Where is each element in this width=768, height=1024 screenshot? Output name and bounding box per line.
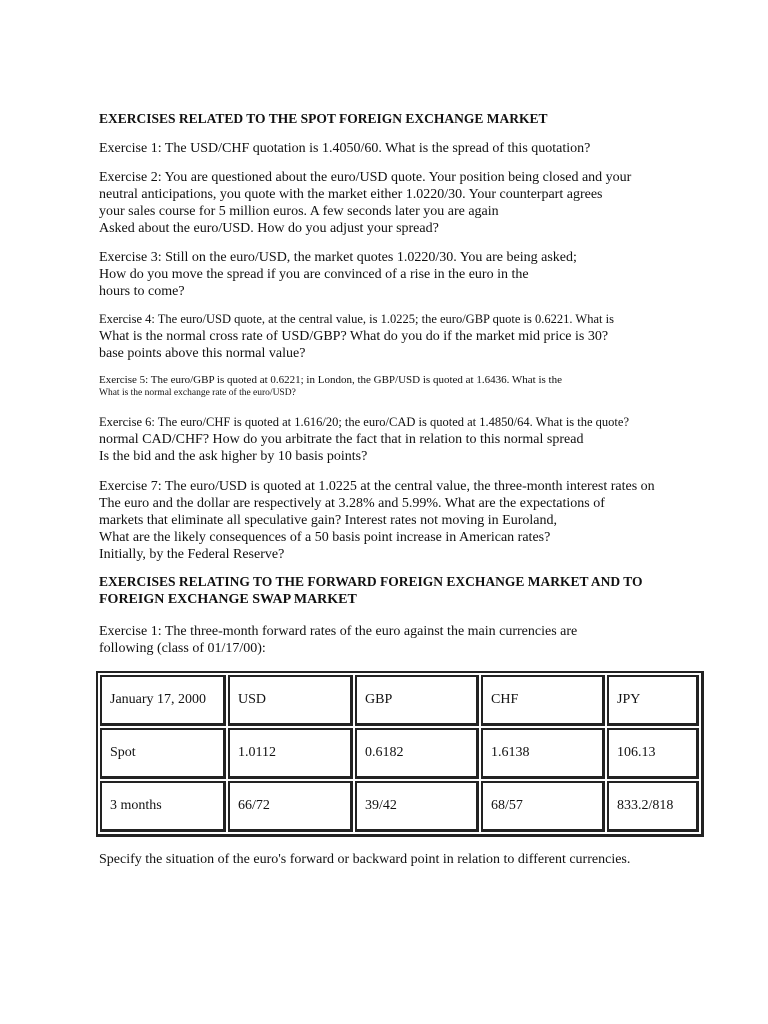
table-cell: JPY	[607, 675, 699, 726]
table-cell: CHF	[481, 675, 605, 726]
table-cell: January 17, 2000	[100, 675, 226, 726]
table-cell: GBP	[355, 675, 479, 726]
text-line: markets that eliminate all speculative gain? Interest rates not moving in Euroland,	[99, 513, 557, 528]
section-title-spot: EXERCISES RELATED TO THE SPOT FOREIGN EXCHANGE MARKET	[99, 111, 548, 126]
text-line: normal CAD/CHF? How do you arbitrate the fact that in relation to this normal spread	[99, 432, 584, 447]
table-cell: 1.6138	[481, 728, 605, 779]
text-line: hours to come?	[99, 284, 185, 299]
text-line: base points above this normal value?	[99, 346, 306, 361]
text-line: Exercise 1: The three-month forward rates of the euro against the main currencies are	[99, 624, 578, 639]
table-cell: 39/42	[355, 781, 479, 832]
table-cell: 106.13	[607, 728, 699, 779]
text-line: Exercise 4: The euro/USD quote, at the central value, is 1.0225; the euro/GBP quote is 0.6221. What is	[99, 312, 614, 326]
section-title-forward	[99, 573, 719, 609]
text-line: What is the normal exchange rate of the euro/USD?	[99, 388, 296, 398]
text-line: Exercise 5: The euro/GBP is quoted at 0.6221; in London, the GBP/USD is quoted at 1.6436. What is the	[99, 374, 562, 386]
table-cell: 833.2/818	[607, 781, 699, 832]
document-page	[99, 110, 719, 868]
text-line: Initially, by the Federal Reserve?	[99, 547, 285, 562]
exercise-6-spot	[99, 414, 719, 465]
text-line: your sales course for 5 million euros. A few seconds later you are again	[99, 204, 499, 219]
text-line: Exercise 6: The euro/CHF is quoted at 1.616/20; the euro/CAD is quoted at 1.4850/64. What is the quote?	[99, 415, 630, 429]
text-line: How do you move the spread if you are convinced of a rise in the euro in the	[99, 267, 529, 282]
section-title-forward-line1: EXERCISES RELATING TO THE FORWARD FOREIGN EXCHANGE MARKET AND TO	[99, 574, 643, 589]
exercise-2-spot	[99, 169, 719, 237]
section-title-forward-line2: FOREIGN EXCHANGE SWAP MARKET	[99, 592, 357, 607]
text-line: Exercise 3: Still on the euro/USD, the market quotes 1.0220/30. You are being asked;	[99, 250, 577, 265]
text-line: following (class of 01/17/00):	[99, 641, 266, 656]
text-line: Asked about the euro/USD. How do you adjust your spread?	[99, 221, 439, 236]
exercise-1-spot	[99, 140, 719, 157]
text-line: The euro and the dollar are respectively at 3.28% and 5.99%. What are the expectations of	[99, 496, 605, 511]
exercise-7-spot	[99, 478, 719, 563]
exercise-5-spot	[99, 373, 719, 400]
table-cell: USD	[228, 675, 353, 726]
text-line: What is the normal cross rate of USD/GBP? What do you do if the market mid price is 30?	[99, 329, 609, 344]
footer-instruction	[99, 851, 719, 868]
text-line: neutral anticipations, you quote with the market either 1.0220/30. Your counterpart agrees	[99, 187, 603, 202]
table-cell: 3 months	[100, 781, 226, 832]
table-row	[100, 781, 699, 832]
table-cell: 1.0112	[228, 728, 353, 779]
forward-rates-table-wrapper	[99, 671, 719, 837]
text-line: Exercise 1: The USD/CHF quotation is 1.4050/60. What is the spread of this quotation?	[99, 141, 591, 156]
table-row	[100, 675, 699, 726]
text-line: Specify the situation of the euro's forward or backward point in relation to different currencies.	[99, 852, 631, 867]
exercise-4-spot	[99, 311, 719, 362]
exercise-1-forward	[99, 623, 719, 657]
table-cell: 66/72	[228, 781, 353, 832]
table-cell: Spot	[100, 728, 226, 779]
forward-rates-table	[96, 671, 704, 837]
table-cell: 0.6182	[355, 728, 479, 779]
text-line: What are the likely consequences of a 50 basis point increase in American rates?	[99, 530, 551, 545]
table-row	[100, 728, 699, 779]
text-line: Exercise 7: The euro/USD is quoted at 1.0225 at the central value, the three-month interest rates on	[99, 479, 655, 494]
text-line: Is the bid and the ask higher by 10 basis points?	[99, 449, 368, 464]
text-line: Exercise 2: You are questioned about the euro/USD quote. Your position being closed and your	[99, 170, 632, 185]
table-cell: 68/57	[481, 781, 605, 832]
exercise-3-spot	[99, 249, 719, 300]
